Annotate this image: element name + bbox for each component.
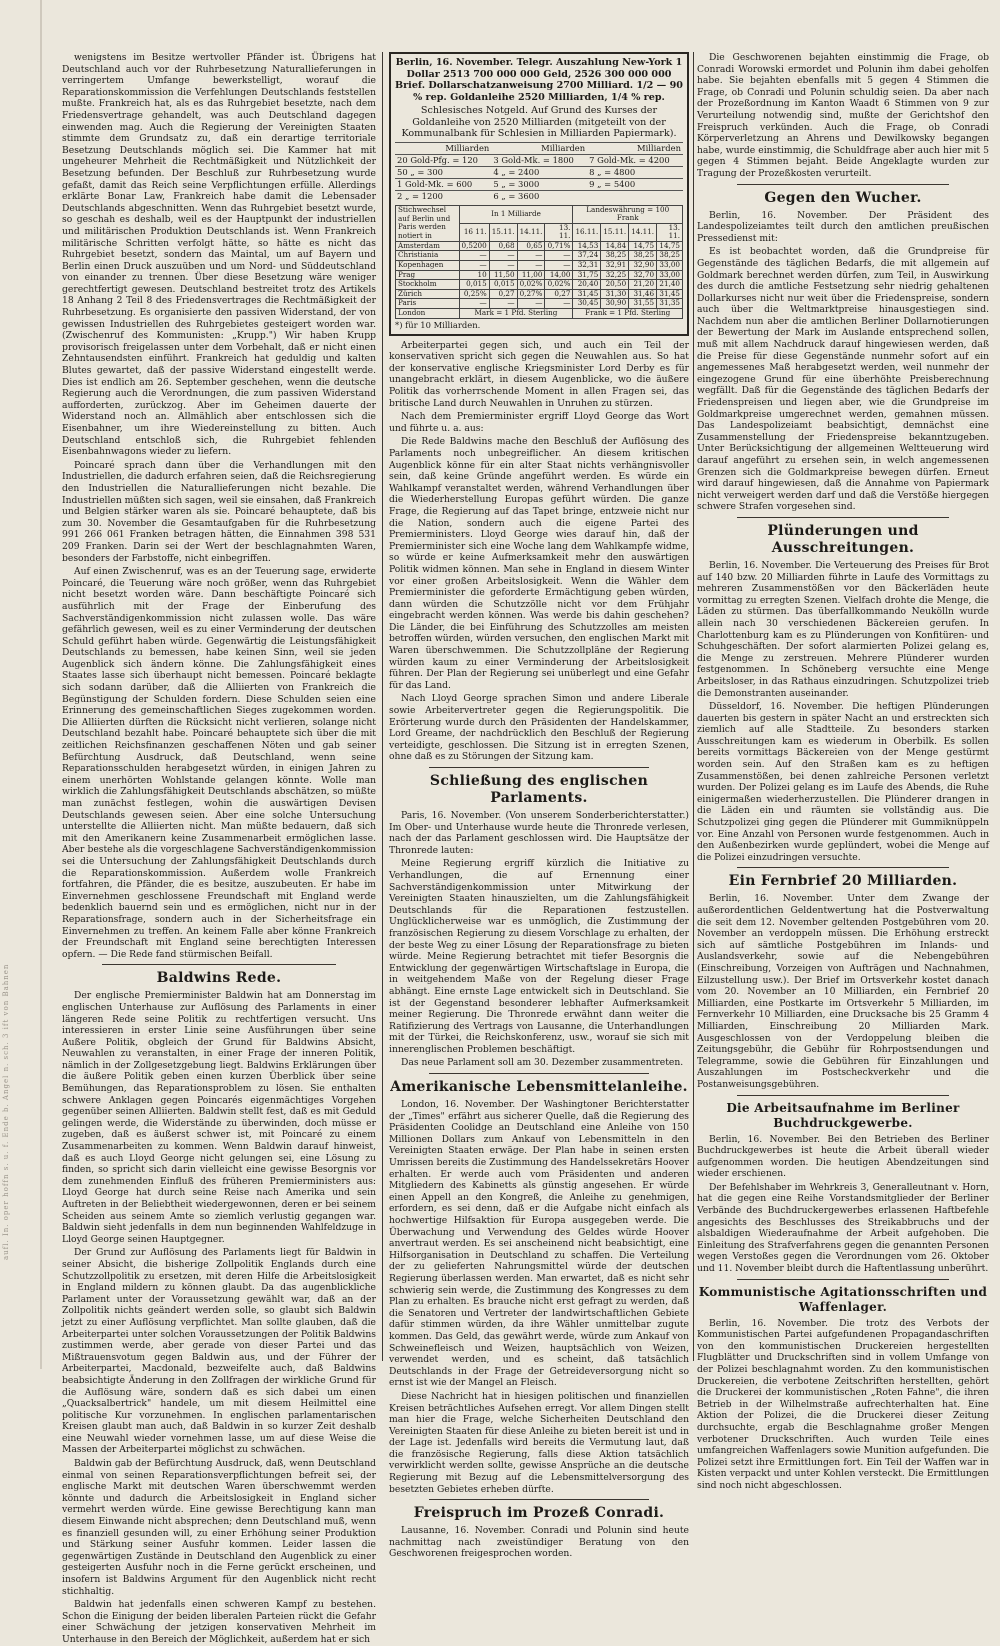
ex-date: 14.11.	[517, 223, 545, 241]
headline-fernbrief: Ein Fernbrief 20 Milliarden.	[728, 873, 958, 890]
article-paragraph: Die Rede Baldwins mache den Beschluß der Auflösung des Parlaments noch unbegreiflicher. An diesem kritischen Augenblick könne für ein alter Staat nichts verhängnisvoller sein, daß keine Gründe angeführt werden. Es würde ein Wahlkampf veranstaltet werden, während Verhandlungen über die Wiederherstellung Europas geführt würden. Die ganze Frage, die Regierung auf das Tapet bringe, entzweie nicht nur die Nation, sondern auch die eigene Partei des Premierministers. Lloyd George wies darauf hin, daß der Premierminister sich eine Woche lang dem Wahlkampfe widme, so würde er keine Aufmerksamkeit mehr den auswärtigen Politik widmen können. Man sehe in England in diesem Winter vor einer großen Arbeitslosigkeit. Wenn die Wähler dem Premierminister die geforderte Ermächtigung geben würden, dann würden die Schutzzölle nicht vor dem Frühjahr eingebracht werden können. Was werde bis dahin geschehen? Die Länder, die bei Einführung des Schutzzolles am meisten betroffen würden, würden versuchen, den englischen Markt mit Waren überschwemmen. Die Schutzzollpläne der Regierung würden kaum zu einer Verminderung der Arbeitslosigkeit führen. Der Plan der Regierung sei unüberlegt und eine Gefahr für das Land.	[389, 436, 689, 691]
ex-city: Zürich	[396, 289, 460, 299]
rate-cell: 4 „ = 2400	[491, 166, 587, 178]
ex-city: Paris	[396, 299, 460, 309]
exchange-footnote: *) für 10 Milliarden.	[395, 319, 481, 330]
ex-date: 16.11.	[573, 223, 601, 241]
ex-date: 15.11.	[601, 223, 629, 241]
ex-frank: Frank = 1 Pfd. Sterling	[573, 309, 683, 319]
article-paragraph: Berlin, 16. November. Die trotz des Verbots der Kommunistischen Partei aufgefundenen Propagandaschriften von den kommunistischen Druckereien hergestellten Flugblätter und Druckschriften sind in vollem Umfange von der Polizei beschlagnahmt worden. Zu den kommunistischen Druckereien, die verbotene Zeitschriften herstellten, gehört die Druckerei der kommunistischen „Roten Fahne", die ihren Betrieb in der Wilhelmstraße aufrechterhalten hat. Eine Aktion der Polizei, die die Druckerei dieser Zeitung durchsuchte, ergab die Beschlagnahme großer Mengen verbotener Druckschriften. Auch wurden Teile eines umfangreichen Waffenlagers sowie Munition aufgefunden. Die Polizei setzt ihre Ermittlungen fort. Ein Teil der Waffen war in Kisten verpackt und unter Kohlen versteckt. Die Ermittlungen sind noch nicht abgeschlossen.	[697, 1317, 989, 1491]
column-1	[62, 52, 376, 1645]
ex-cell: —	[545, 251, 573, 261]
separator	[737, 867, 949, 868]
notgeld-text: Schlesisches Notgeld. Auf Grund des Kurses der Goldanleihe von 2520 Milliarden (mitgeteilt von der Kommunalbank für Schlesien in Milliarden Papiermark).	[401, 105, 677, 139]
exchange-header: Berlin, 16. November. Telegr. Auszahlung New-York 1 Dollar 2513 700 000 000 Geld, 2526 300 000 000 Brief. Dollarschatzanweisung 2700 Milliard. 1/2 — 90 % rep. Goldanleihe 2520 Milliarden, 1/4 % rep.	[395, 57, 683, 103]
rate-cell: 20 Gold-Pfg. = 120	[395, 154, 491, 166]
table-row	[395, 154, 683, 166]
separator	[737, 1279, 949, 1280]
article-paragraph: Nach dem Premierminister ergriff Lloyd George das Wort und führte u. a. aus:	[389, 411, 689, 434]
ex-cell: —	[459, 299, 489, 309]
ex-cell: —	[459, 251, 489, 261]
article-paragraph: Der Grund zur Auflösung des Parlaments liegt für Baldwin in seiner Absicht, die bisherige Zollpolitik Englands durch eine Schutzzollpolitik zu ersetzen, mit deren Hilfe die Arbeitslosigkeit in England mildern zu können glaubt. Da das augenblickliche Parlament unter der Voraussetzung gewählt war, daß an der Zollpolitik nichts geändert werden solle, so glaubt sich Baldwin jetzt zu einer Auflösung verpflichtet. Man sollte glauben, daß die Arbeiterpartei unter solchen Voraussetzungen der Politik Baldwins zustimmen werde, aber gerade von dieser Partei und das Mißtrauensvotum gegen Baldwin aus, und der Führer der Arbeiterpartei, Macdonald, bezweifelte auch, daß Baldwins beabsichtigte Änderung in den Zollfragen der wirkliche Grund für die Auflösung wäre, sondern daß es sich dabei um einen „Quacksalbertrick" handele, um mit diesem Heilmittel eine politische Kur vorzunehmen. In englischen parlamentarischen Kreisen glaubt man auch, daß Baldwin in so kurzer Zeit deshalb eine Neuwahl wieder vornehmen lasse, um auf diese Weise die Massen der Arbeiterpartei möglichst zu schwächen.	[62, 1247, 376, 1456]
ex-cell: 31,46	[629, 289, 657, 299]
ex-cell: 0,65	[517, 241, 545, 251]
ex-cell: 0,02%	[517, 280, 545, 290]
ex-cell: 31,30	[601, 289, 629, 299]
headline-pluenderungen: Plünderungen und Ausschreitungen.	[767, 522, 919, 556]
ex-cell: 31,75	[573, 270, 601, 280]
ex-cell: —	[517, 261, 545, 271]
article-paragraph: Der Befehlshaber im Wehrkreis 3, Generalleutnant v. Horn, hat die gegen eine Reihe Vorstandsmitglieder der Berliner Verbände des Buchdruckergewerbes erlassenen Haftbefehle angesichts des Beschlusses des Streikabbruchs und der alsbaldigen Wiederaufnahme der Arbeit aufgehoben. Die Einleitung des Strafverfahrens gegen die genannten Personen wegen Verstoßes gegen die Verordnungen vom 26. Oktober und 11. November bleibt durch die Haftentlassung unberührt.	[697, 1181, 989, 1275]
article-paragraph: Das neue Parlament soll am 30. Dezember zusammentreten.	[401, 1057, 684, 1069]
ex-cell: 32,31	[573, 261, 601, 271]
ex-city: Kopenhagen	[396, 261, 460, 271]
ex-cell: 31,45	[657, 289, 683, 299]
ex-cell: 10	[459, 270, 489, 280]
rate-cell: 9 „ = 5400	[587, 178, 683, 190]
separator	[737, 1095, 949, 1096]
table-row	[395, 178, 683, 190]
ex-cell: 14,00	[545, 270, 573, 280]
ex-cell: 32,90	[629, 261, 657, 271]
ex-cell: 14,75	[657, 241, 683, 251]
article-paragraph: Meine Regierung ergriff kürzlich die Initiative zu Verhandlungen, die auf Ernennung einer Sachverständigenkommission unter Mitwirkung der Vereinigten Staaten hinauszielten, um die Zahlungsfähigkeit Deutschlands für die Reparationen festzustellen. Unglücklicherweise war es unmöglich, die Zustimmung der französischen Regierung zu diesem Vorschlage zu erhalten, der der beste Weg zu einer Lösung der Reparationsfrage zu bieten würde. Meine Regierung betrachtet mit tiefer Besorgnis die Entwicklung der gegenwärtigen Wirtschaftslage in Europa, die in weitgehendem Maße von der Regelung dieser Frage abhängt. Eine ernste Lage entwickelt sich in Deutschland. Sie ist der Gegenstand besonderer lebhafter Aufmerksamkeit meiner Regierung. Die Thronrede erwähnt dann weiter die Ratifizierung des Vertrags von Lausanne, die Unterhandlungen mit der Türkei, die Reichskonferenz, usw., worauf sie sich mit innerenglischen Problemen beschäftigt.	[389, 858, 689, 1055]
article-paragraph: Der englische Premierminister Baldwin hat am Donnerstag im englischen Unterhause zur Auflösung des Parlaments in einer längeren Rede seine Politik zu rechtfertigen versucht. Uns interessieren in erster Linie seine Ausführungen über seine Außere Politik, obgleich der Grund für Baldwins Absicht, Neuwahlen zu veranstalten, in einer Frage der inneren Politik, nämlich in der Zollgesetzgebung liegt. Baldwins Erklärungen über die äußere Politik geben einen kurzen Überblick über seine Bemühungen, das Reparationsproblem zu lösen. Sie enthalten schwere Anklagen gegen Poincarés eigenmächtiges Vorgehen gegenüber seinen Alliierten. Baldwin stellt fest, daß es mit Geduld gelingen werde, die Widerstände zu überwinden, doch müsse er zugeben, daß es äußerst schwer ist, mit Poincaré zu einem Zusammenarbeiten zu kommen. Wenn Baldwin darauf hinweist, daß es auch Lloyd George nicht gelungen sei, eine Lösung zu finden, so spricht sich darin vielleicht eine gewisse Besorgnis vor dem zunehmenden Einfluß des früheren Premierministers aus: Lloyd George hat durch seine Reise nach Amerika und sein Auftreten in der Beliebtheit wiedergewonnen, deren er bei seinem Scheiden aus seinem Amte so ziemlich verlustig gegangen war. Baldwin sieht jedenfalls in dem nun beginnenden Wahlfeldzuge in Lloyd George seinen Hauptgegner.	[62, 990, 376, 1245]
ex-cell: —	[489, 299, 517, 309]
ex-city: Stockholm	[396, 280, 460, 290]
article-paragraph: Nach Lloyd George sprachen Simon und andere Liberale sowie Arbeitervertreter gegen die Regierungspolitik. Die Erörterung wurde durch den Präsidenten der Handelskammer, Lord Greame, der nachdrücklich den Beschluß der Regierung verteidigte, geschlossen. Die Sitzung ist in erregten Szenen, ohne daß es zu Störungen der Sitzung kam.	[389, 693, 689, 763]
article-paragraph: wenigstens im Besitze wertvoller Pfänder ist. Übrigens hat Deutschland auch vor der Ruhrbesetzung Naturallieferungen in verringertem Umfange bewerkstelligt, worauf die Reparationskommission die Verfehlungen Deutschlands feststellen mußte. Frankreich hat, als es das Ruhrgebiet besetzte, nach dem Friedensvertrage gehandelt, was auch Deutschland dagegen einwenden mag. Auch die Regierung der Vereinigten Staaten stimmte dem Grundsatz zu, daß ein derartige territoriale Besetzung Deutschlands möglich sei. Die Kammer hat mit ungeheurer Mehrheit die Rechtmäßigkeit und Nützlichkeit der Besetzung befunden. Der Beschluß zur Ruhrbesetzung wurde gefaßt, damit das Reich seine Verpflichtungen erfülle. Allerdings erklärte Bonar Law, Frankreich habe damit die Lebensader Deutschlands abgeschnitten. Wenn das Ruhrgebiet besetzt wurde, so geschah es deshalb, weil es der Hauptpunkt der industriellen und militärischen Produktion Deutschlands ist. Wenn Frankreich militärische Schritten verfolgt hätte, so hätte es nicht das Ruhrgebiet besetzt, sondern das Maintal, um auf Bayern und Berlin einen Druck auszuüben und um Nord- und Süddeutschland von einander zu trennen. Über diese Besetzung wäre weniger gerechtfertigt gewesen. Deutschland bestreitet trotz des Artikels 18 Anhang 2 Teil 8 des Friedensvertrages die Rechtmäßigkeit der Ruhrbesetzung. Es organisierte den passiven Widerstand, der von gewissen Industriellen des Ruhrgebietes gesteigert worden war. (Zwischenruf des Kommunisten: „Krupp.") Wir haben Krupp provisorisch freigelassen unter dem Vorbehalt, daß er nicht einen Zehntausendsten einführt. Frankreich hat geduldig und kalten Blutes gewartet, daß der passive Widerstand eingestellt werde. Dies ist endlich am 26. September geschehen, wenn die deutsche Regierung auch die Verordnungen, die zum passiven Widerstand aufforderten, zurückzog. Aber im Geheimen dauerte der Widerstand noch an. Allmählich aber entschlossen sich die Eisenbahner, um ihre Wiedereinstellung zu bitten. Auch Deutschland entschloß sich, die Ruhrgebiet fehlenden Eisenbahnwagons wieder zu liefern.	[62, 52, 376, 458]
exchange-rate-box	[389, 52, 689, 336]
table-row	[396, 261, 683, 271]
ex-cell: 0,015	[459, 280, 489, 290]
ex-cell: 0,5200	[459, 241, 489, 251]
headline-wucher: Gegen den Wucher.	[764, 189, 922, 206]
ex-cell: —	[517, 251, 545, 261]
article-paragraph: Berlin, 16. November. Die Verteuerung des Preises für Brot auf 140 bzw. 20 Milliarden führte in Laufe des Vormittags zu mehreren Zusammenstößen vor den Bäckerläden heute vormittag zu erregten Szenen. Vielfach drohte die Menge, die Läden zu stürmen. Das überfallkommando Neukölln wurde allein nach 30 verschiedenen Bäckereien gerufen. In Charlottenburg kam es zu Plünderungen von Konfitüren- und Schuhgeschäften. Der sofort alarmierten Polizei gelang es, die Menge zu zerstreuen. Mehrere Plünderer wurden festgenommen. In Schöneberg versuchte eine Menge Arbeitsloser, in das Rathaus einzudringen. Schutzpolizei trieb die Demonstranten auseinander.	[697, 559, 989, 699]
article-paragraph: Auf einen Zwischenruf, was es an der Teuerung sage, erwiderte Poincaré, die Teuerung wäre noch größer, wenn das Ruhrgebiet nicht besetzt worden wäre. Dann beschäftigte Poincaré sich ausführlich mit der Frage der Einberufung des Sachverständigenkommission nicht zulassen wolle. Das wäre gefährlich gewesen, weil es zu einer Verminderung der deutschen Schuld geführt haben würde. Gegenwärtig die Leistungsfähigkeit Deutschlands zu bemessen, habe keinen Sinn, weil sie jeden Augenblick sich ändern könne. Die Zahlungsfähigkeit eines Staates lasse sich überhaupt nicht bemessen. Poincaré beklagte sich sodann darüber, daß die Alliierten von Frankreich die Begünstigung der Schulden fordern. Diese Schulden seien eine Erinnerung des gemeinschaftlichen Sieges zugekommen worden. Die Alliierten dürften die Rücksicht nicht verlieren, solange nicht Deutschland bezahlt habe. Poincaré behauptete sich über die mit zeitlichen Reichsfinanzen geschaffenen Nöten und gab seiner Befürchtung Ausdruck, daß Deutschland, wenn seine Reparationsschulden herabgesetzt würden, in einigen Jahren zu einem unerhörten Wohlstande gelangen könnte. Wolle man wirklich die Zahlungsfähigkeit Deutschlands abschätzen, so müßte man zunächst festlegen, wohin die auswärtigen Devisen Deutschlands gewesen seien. Aber eine solche Untersuchung unterstellte die Alliierten nicht. Man müßte bedauern, daß sich mit den Amerikanern keine Zusammenarbeit ermöglichen lasse. Aber bestehe als die vorgeschlagene Sachverständigenkommission sei die Untersuchung der Zahlungsfähigkeit Deutschlands durch die Reparationskommission. Außerdem wolle Frankreich fortfahren, die Pfänder, die es besitze, auszubeuten. Er habe im Einvernehmen geschlossene Freundschaft mit England werde bedenklich bauernd sein und es ermöglichen, nicht nur in der Reparationsfrage, sondern auch in der Sicherheitsfrage ein Einvernehmen zu treffen. An keinem Falle aber könne Frankreich der Freundschaft mit England seine berechtigten Interessen opfern. — Die Rede fand stürmischen Beifall.	[62, 566, 376, 960]
ex-cell: 32,70	[629, 270, 657, 280]
page-fold	[40, 0, 42, 1369]
article-paragraph: Lausanne, 16. November. Conradi und Polunin sind heute nachmittag nach zweistündiger Beratung von den Geschworenen freigesprochen worden.	[389, 1525, 689, 1560]
separator	[737, 184, 949, 185]
headline-arbeitsaufnahme: Die Arbeitsaufnahme im Berliner Buchdruckgewerbe.	[726, 1100, 960, 1130]
table-row	[396, 309, 683, 319]
ex-cell: 14,84	[601, 241, 629, 251]
ex-cell: 0,27	[489, 289, 517, 299]
margin-note: aufl. In. oper hoffn s. u. f. Ende b. Angel n. sch. 3 ift von Bahnen	[2, 963, 10, 1260]
article-paragraph: Die Geschworenen bejahten einstimmig die Frage, ob Conradi Worowski ermordet und Polunin ihm dabei geholfen habe. Sie bejahten ebenfalls mit 5 gegen 4 Stimmen die Frage, ob Conradi und Polunin schuldig seien. Da aber nach der Prozeßordnung im Kanton Waadt 6 Stimmen von 9 zur Verurteilung notwendig sind, mußte der Gerichtshof den Freispruch verkünden. Auch die Frage, ob Conradi Körperverletzung an Ahrens und Dewilkowsky begangen habe, wurde einstimmig, die Schuldfrage aber auch hier mit 5 gegen 4 Stimmen bejaht. Beide Angeklagte wurden zur Tragung der Prozeßkosten verurteilt.	[697, 52, 989, 179]
ex-cell: —	[545, 299, 573, 309]
ex-cell: 11,50	[489, 270, 517, 280]
article-paragraph: Paris, 16. November. (Von unserem Sonderberichterstatter.) Im Ober- und Unterhause wurde heute die Thronrede verlesen, nach der das Parlament geschlossen wird. Die Hauptsätze der Thronrede lauten:	[389, 810, 689, 856]
article-paragraph: London, 16. November. Der Washingtoner Berichterstatter der „Times" erfährt aus sicherer Quelle, daß die Regierung des Präsidenten Coolidge an Deutschland eine Anleihe von 150 Millionen Dollars zum Ankauf von Lebensmitteln in den Vereinigten Staaten erwäge. Der Plan habe in seinen ersten Umrissen bereits die Zustimmung des Handelssekretärs Hoover erhalten. Er werde auch vom Präsidenten und anderen Mitgliedern des Kabinetts als günstig angesehen. Er würde einen Appell an den Kongreß, die Anleihe zu genehmigen, erfordern, es sei denn, daß er die Aufgabe nicht einfach als hochwertige Hilfsaktion für Europa ausgegeben werde. Die Überwachung und Verwendung des Geldes würde Hoover anvertraut werden. Es sei anscheinend nicht beabsichtigt, eine Hilfsorganisation in Deutschland zu schaffen. Die Verteilung der zu gelieferten Nahrungsmittel würde der deutschen Regierung überlassen werden. Man erwartet, daß es nicht sehr schwierig sein werde, die Zustimmung des Kongresses zu dem Plan zu erhalten. Es brauche nicht erst gefragt zu werden, daß die Senatoren und Vertreter der landwirtschaftlichen Gebiete dafür stimmen würden, da ihre Wähler unmittelbar zugute kommen. Das Geld, das gewährt werde, würde zum Ankauf von Schweinefleisch und Weizen, hauptsächlich von Weizen, verwendet werden, und es scheint, daß tatsächlich Deutschlands in der Frage der Getreideversorgung nicht so ernst ist wie der Mangel an Fleisch.	[389, 1099, 689, 1389]
column-rule	[382, 52, 383, 1361]
rate-cell: 7 Gold-Mk. = 4200	[587, 154, 683, 166]
article-paragraph: Arbeiterpartei gegen sich, und auch ein Teil der konservativen spricht sich gegen die Neuwahlen aus. So hat der konservative englische Kriegsminister Lord Derby es für unangebracht erklärt, in diesem Augenblicke, wo die äußere Politik das vorherrschende Moment in allen Fragen sei, das britische Land durch Neuwahlen in Unruhen zu stürzen.	[389, 339, 689, 409]
ex-cell: 20,50	[601, 280, 629, 290]
ex-cell: 0,27	[545, 289, 573, 299]
ex-cell: 0,27%	[517, 289, 545, 299]
gold-rates-table	[395, 142, 683, 202]
separator	[429, 767, 649, 768]
headline-amerika: Amerikanische Lebensmittelanleihe.	[390, 1079, 688, 1096]
article-paragraph: Baldwin hat jedenfalls einen schweren Kampf zu bestehen. Schon die Einigung der beiden liberalen Parteien rückt die Gefahr einer Schwächung der jetzigen konservativen Mehrheit im Unterhause in den Bereich der Möglichkeit, außerdem hat er sich	[62, 1599, 376, 1645]
separator	[429, 1073, 649, 1074]
table-row	[396, 280, 683, 290]
ex-cell: 11,00	[517, 270, 545, 280]
ex-cell: 32,91	[601, 261, 629, 271]
ex-cell: 0,68	[489, 241, 517, 251]
rates-col-head: Milliarden	[587, 142, 683, 154]
headline-kommunist: Kommunistische Agitationsschriften und Waffenlager.	[698, 1284, 988, 1314]
separator	[737, 517, 949, 518]
ex-cell: 20,40	[573, 280, 601, 290]
ex-cell: 0,71%	[545, 241, 573, 251]
rate-cell	[587, 190, 683, 202]
rate-cell: 1 Gold-Mk. = 600	[395, 178, 491, 190]
article-paragraph: Diese Nachricht hat in hiesigen politischen und finanziellen Kreisen beträchtliches Aufsehen erregt. Vor allem Dingen stellt man hier die Frage, welche Sicherheiten Deutschland den Vereinigten Staaten für diese Anleihe zu bieten bereit ist und in der Lage ist. Jedenfalls wird bereits die Vermutung laut, daß die französische Regierung, falls diese Aktion tatsächlich verwirklicht werden sollte, gewisse Ansprüche an die deutsche Regierung mit Bezug auf die Lebensmittelversorgung des besetzten Gebietes erheben dürfte.	[389, 1390, 689, 1495]
rates-col-head: Milliarden	[491, 142, 587, 154]
ex-date: 15.11.	[489, 223, 517, 241]
ex-cell: 0,02%	[545, 280, 573, 290]
ex-cell: —	[489, 261, 517, 271]
article-paragraph: Berlin, 16. November. Unter dem Zwange der außerordentlichen Geldentwertung hat die Postverwaltung die seit dem 12. November geltenden Postgebühren vom 20. November an verdoppeln müssen. Die Erhöhung erstreckt sich auf sämtliche Postgebühren im Inlands- und Auslandsverkehr, sowie auf die Nebengebühren (Einschreibung, Vorzeigen von Aufträgen und Nachnahmen, Eilzustellung usw.). Der Brief im Ortsverkehr kostet danach vom 20. November an 10 Milliarden, ein Fernbrief 20 Milliarden, eine Postkarte im Ortsverkehr 5 Milliarden, im Fernverkehr 10 Milliarden, eine Drucksache bis 25 Gramm 4 Milliarden, Einschreibung 20 Milliarden Mark. Ausgeschlossen von der Verdoppelung bleiben die Zeitungsgebühr, die Gebühr für Rohrpostsendungen und Telegramme, sowie die Gebühren für Einzahlungen und Auszahlungen im Postscheckverkehr und die Postanweisungsgebühren.	[697, 893, 989, 1090]
ex-city: London	[396, 309, 460, 319]
ex-date: 13. 11.	[545, 223, 573, 241]
ex-date: 16 11.	[459, 223, 489, 241]
ex-caption-right: Landeswährung = 100 Frank	[573, 205, 683, 223]
ex-caption-mid: In 1 Milliarde	[459, 205, 573, 223]
ex-cell: 33,00	[657, 261, 683, 271]
exchange-table	[395, 205, 683, 319]
ex-cell: —	[545, 261, 573, 271]
separator	[429, 1499, 649, 1500]
ex-date: 13. 11.	[657, 223, 683, 241]
ex-cell: 0,25%	[459, 289, 489, 299]
column-2	[389, 52, 689, 1560]
rate-cell: 6 „ = 3600	[491, 190, 587, 202]
ex-cell: 31,35	[657, 299, 683, 309]
article-paragraph: Poincaré sprach dann über die Verhandlungen mit den Industriellen, die dadurch erfahren seien, daß die Reichsregierung den Industriellen die Naturallieferungen nicht bezahle. Die Industriellen müßten sich sagen, weil sie einsahen, daß Frankreich und Belgien stärker waren als sie. Poincaré behauptete, daß bis zum 30. November die Gesamtaufgaben für die Ruhrbesetzung 991 266 061 Franken betragen hätten, die Einnahmen 398 531 209 Franken. Darin sei der Wert der beschlagnahmten Waren, besonders der Farbstoffe, nicht einbegriffen.	[62, 459, 376, 564]
ex-mark: Mark = 1 Pfd. Sterling	[459, 309, 573, 319]
ex-cell: 37,24	[573, 251, 601, 261]
rates-col-head: Milliarden	[395, 142, 491, 154]
headline-freispruch: Freispruch im Prozeß Conradi.	[413, 1505, 665, 1522]
article-paragraph: Düsseldorf, 16. November. Die heftigen Plünderungen dauerten bis gestern in später Nacht an und erstreckten sich ziemlich auf alle Stadtteile. Zu besonders starken Ausschreitungen kam es wiederum in Oberbilk. Es sollen bereits vormittags Bäckereien von der Menge gestürmt worden sein. Auf den Straßen kam es zu heftigen Zusammenstößen, bei denen zahlreiche Personen verletzt wurden. Der Polizei gelang es im Laufe des Abends, die Ruhe einigermaßen wiederherzustellen. Die Plünderer drangen in die Läden ein und räumten sie vollständig aus. Die Schutzpolizei ging gegen die Plünderer mit Gummiknüppeln vor. Eine Anzahl von Personen wurde festgenommen. Auch in den Außenbezirken wurde geplündert, wobei die Menge auf die Polizei einzudringen versuchte.	[697, 701, 989, 863]
ex-cell: 21,20	[629, 280, 657, 290]
rate-cell: 2 „ = 1200	[395, 190, 491, 202]
ex-city: Prag	[396, 270, 460, 280]
ex-cell: 21,40	[657, 280, 683, 290]
article-paragraph: Es ist beobachtet worden, daß die Grundpreise für Gegenstände des täglichen Bedarfs, die mit allgemein auf Goldmark berechnet werden dürfen, zum Teil, in Auswirkung des durch die amtliche Festsetzung sehr niedrig gehaltenen Dollarkurses nicht nur weit über die Friedenspreise, sondern auch über die Weltmarktpreise hinausgestiegen sind. Nachdem nun aber die amtlichen Berliner Dollarnotierungen der Bewertung der Mark im Auslande entsprechend sollen, muß mit allem Nachdruck darauf hingewiesen werden, daß die Preise für diese Gegenstände nunmehr sofort auf ein angemessenes Maß herabgesetzt werden, weil nunmehr der eingezogene Grund für eine überhöhte Preisberechnung wegfällt. Daß für die Gegenstände des täglichen Bedarfs der Friedenspreisen und liegen aber, wie die Grundpreise im Goldmarkpreise umgerechnet werden, gemahnen müssen. Das Landespolizeiamt beabsichtigt, demnächst eine Zusammenstellung der Friedenspreise bekanntzugeben. Unter Berücksichtigung der allgemeinen Weltteuerung wird darauf angeführt zu ersehen sein, in welch angemessenen Grenzen sich die Goldmarkpreise bewegen dürfen. Erneut wird darauf hingewiesen, daß die Annahme von Papiermark nicht verweigert werden darf und daß die Verstöße hiergegen schwere Strafen vorgesehen sind.	[697, 246, 989, 513]
ex-cell: 30,90	[601, 299, 629, 309]
ex-cell: —	[459, 261, 489, 271]
separator	[102, 964, 336, 965]
table-row	[395, 166, 683, 178]
ex-cell: 0,015	[489, 280, 517, 290]
ex-city: Christiania	[396, 251, 460, 261]
ex-cell: 33,00	[657, 270, 683, 280]
rate-cell: 5 „ = 3000	[491, 178, 587, 190]
article-paragraph: Berlin, 16. November. Der Präsident des Landespolizeiamtes teilt durch den amtlichen preußischen Pressedienst mit:	[697, 209, 989, 244]
ex-city: Amsterdam	[396, 241, 460, 251]
headline-schliessung: Schließung des englischen Parlaments.	[429, 773, 649, 806]
table-row	[395, 190, 683, 202]
rate-cell: 50 „ = 300	[395, 166, 491, 178]
rate-cell: 3 Gold-Mk. = 1800	[491, 154, 587, 166]
ex-caption-left: Stichwechsel auf Berlin und Paris werden notiert in	[396, 205, 460, 241]
article-paragraph: Baldwin gab der Befürchtung Ausdruck, daß, wenn Deutschland einmal von seinen Reparationsverpflichtungen befreit sei, der englische Markt mit deutschen Waren überschwemmt werden könnte und dadurch die Arbeitslosigkeit in England sicher vermehrt werden würde. Eine gewisse Berechtigung kann man diesem Einwande nicht absprechen; denn Deutschland muß, wenn es finanziell gesunden will, zu einer Erhöhung seiner Produktion und Stärkung seiner Ausfuhr kommen. Leider lassen die gegenwärtigen Zustände in Deutschland den Augenblick zu einer gesteigerten Ausfuhr noch in die Ferne gerückt erscheinen, und insofern ist Baldwins Argument für den Augenblick nicht recht stichhaltig.	[62, 1458, 376, 1597]
rate-cell: 8 „ = 4800	[587, 166, 683, 178]
ex-cell: —	[489, 251, 517, 261]
article-paragraph: Berlin, 16. November. Bei den Betrieben des Berliner Buchdruckgewerbes ist heute die Arbeit überall wieder aufgenommen worden. Die heutigen Abendzeitungen sind wieder erschienen.	[697, 1133, 989, 1180]
column-rule	[693, 52, 694, 1361]
ex-cell: 38,25	[657, 251, 683, 261]
ex-cell: 31,45	[573, 289, 601, 299]
headline-baldwin: Baldwins Rede.	[156, 970, 282, 987]
ex-cell: 14,75	[629, 241, 657, 251]
ex-cell: 14,53	[573, 241, 601, 251]
ex-date: 14.11.	[629, 223, 657, 241]
ex-cell: 38,25	[629, 251, 657, 261]
ex-cell: —	[517, 299, 545, 309]
ex-cell: 31,55	[629, 299, 657, 309]
column-3	[697, 52, 989, 1491]
ex-cell: 32,25	[601, 270, 629, 280]
ex-cell: 38,25	[601, 251, 629, 261]
ex-cell: 30,45	[573, 299, 601, 309]
